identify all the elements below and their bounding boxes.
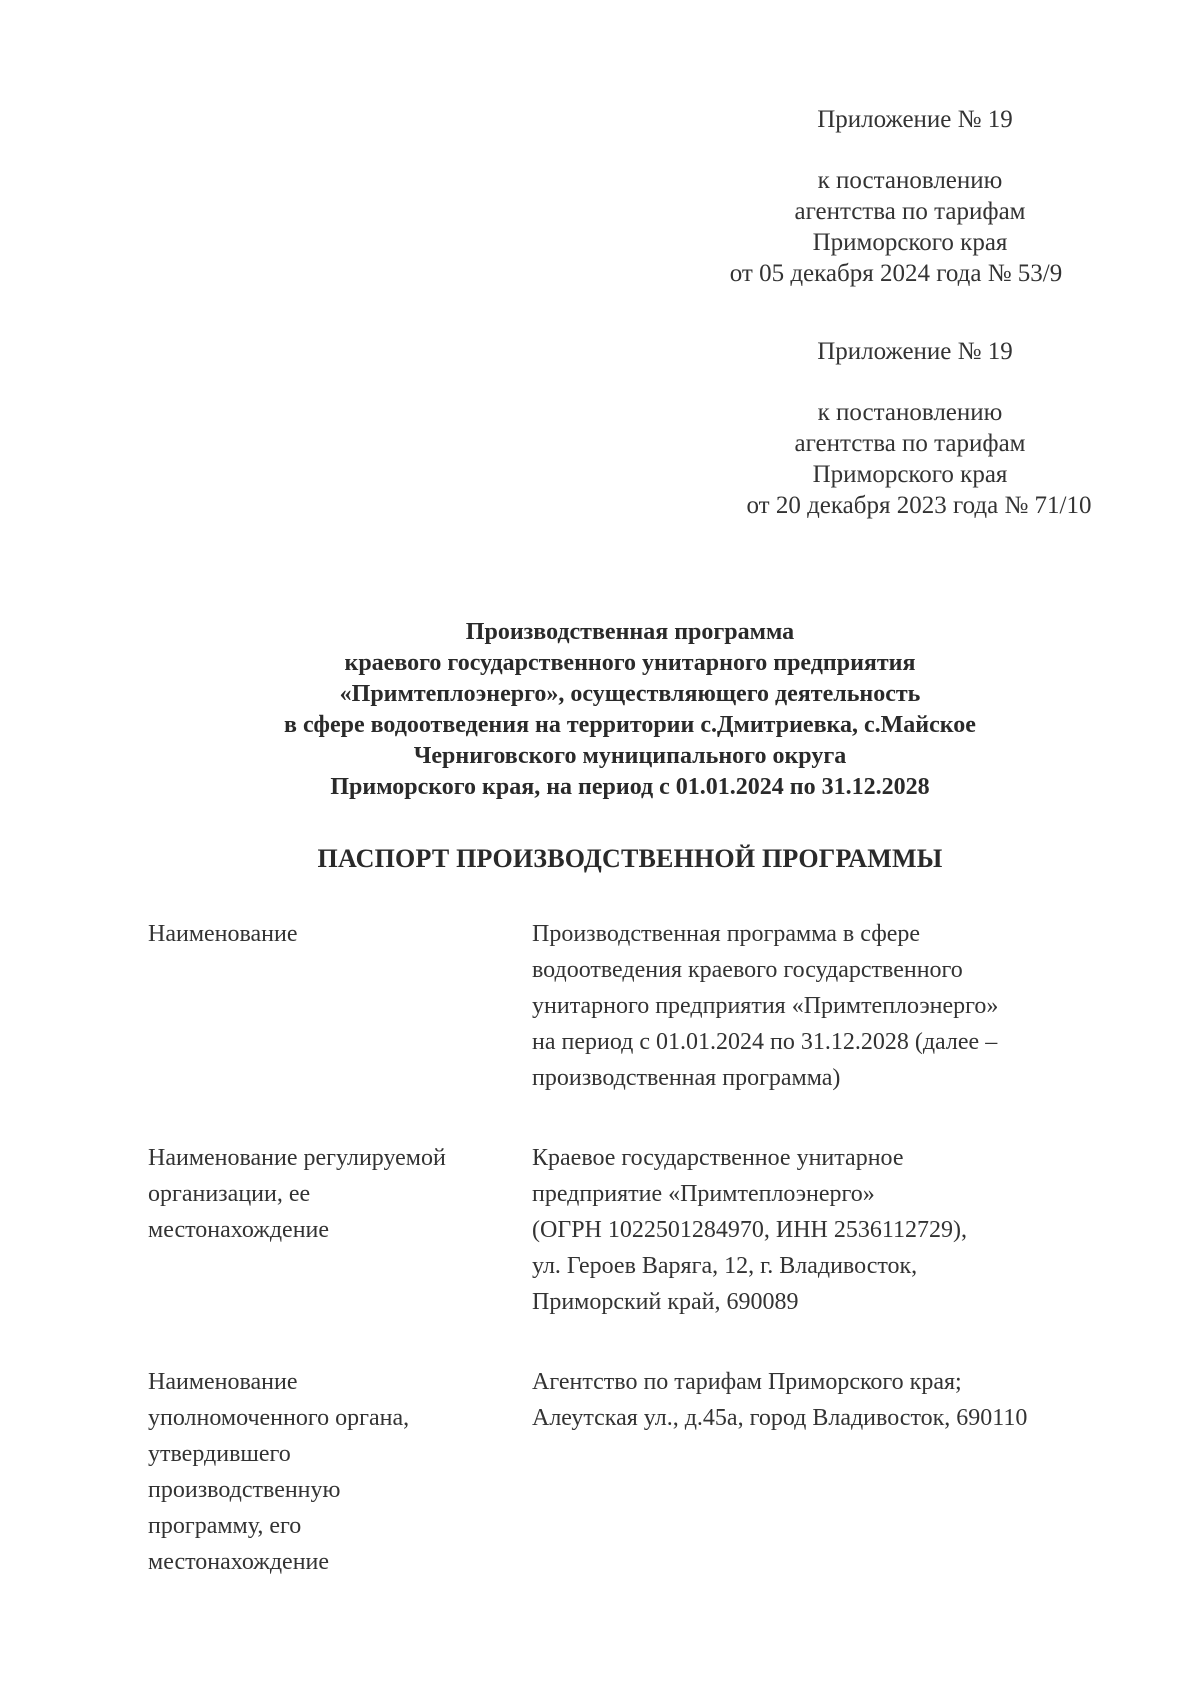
value-line: (ОГРН 1022501284970, ИНН 2536112729), <box>532 1217 967 1243</box>
label-line: уполномоченного органа, <box>148 1405 410 1431</box>
passport-heading: ПАСПОРТ ПРОИЗВОДСТВЕННОЙ ПРОГРАММЫ <box>317 844 943 873</box>
label-line: местонахождение <box>148 1549 330 1575</box>
row-label <box>148 1140 508 1248</box>
value-line: Алеутская ул., д.45а, город Владивосток, 690110 <box>532 1405 1028 1431</box>
label-line: местонахождение <box>148 1217 330 1243</box>
value-line: Производственная программа в сфере <box>532 921 921 947</box>
appendix-line: Приморского края <box>812 461 1008 488</box>
value-line: производственная программа) <box>532 1065 841 1091</box>
row-label <box>148 1364 508 1580</box>
document-title <box>100 617 1160 803</box>
row-value <box>532 1364 1132 1436</box>
label-line: утвердившего <box>148 1441 291 1467</box>
label-line: производственную <box>148 1477 341 1503</box>
title-line: Черниговского муниципального округа <box>413 743 847 769</box>
value-line: Приморский край, 690089 <box>532 1289 799 1315</box>
value-line: Краевое государственное унитарное <box>532 1145 904 1171</box>
appendix-title: Приложение № 19 <box>817 106 1013 133</box>
value-line: ул. Героев Варяга, 12, г. Владивосток, <box>532 1253 918 1279</box>
value-line: на период с 01.01.2024 по 31.12.2028 (далее – <box>532 1029 998 1055</box>
value-line: предприятие «Примтеплоэнерго» <box>532 1181 875 1207</box>
appendix-title: Приложение № 19 <box>817 338 1013 365</box>
appendix-date-line: от 20 декабря 2023 года № 71/10 <box>746 492 1092 519</box>
title-line: Приморского края, на период с 01.01.2024 по 31.12.2028 <box>330 774 930 800</box>
appendix-date-line: от 05 декабря 2024 года № 53/9 <box>729 260 1063 287</box>
label-line: Наименование регулируемой <box>148 1145 446 1171</box>
appendix-line: агентства по тарифам <box>794 198 1026 225</box>
appendix-line: к постановлению <box>817 167 1003 194</box>
value-line: унитарного предприятия «Примтеплоэнерго» <box>532 993 999 1019</box>
value-line: Агентство по тарифам Приморского края; <box>532 1369 962 1395</box>
appendix-previous <box>700 336 1120 521</box>
label-line: Наименование <box>148 1369 298 1395</box>
appendix-current <box>700 104 1120 289</box>
title-line: в сфере водоотведения на территории с.Дмитриевка, с.Майское <box>284 712 976 738</box>
appendix-line: агентства по тарифам <box>794 430 1026 457</box>
appendix-line: Приморского края <box>812 229 1008 256</box>
row-label <box>148 916 508 952</box>
label-line: программу, его <box>148 1513 302 1539</box>
title-line: «Примтеплоэнерго», осуществляющего деятельность <box>339 681 921 707</box>
title-line: краевого государственного унитарного предприятия <box>344 650 916 676</box>
row-value <box>532 916 1132 1096</box>
row-value <box>532 1140 1132 1320</box>
title-line: Производственная программа <box>465 619 795 645</box>
value-line: водоотведения краевого государственного <box>532 957 963 983</box>
label-line: организации, ее <box>148 1181 311 1207</box>
appendix-line: к постановлению <box>817 399 1003 426</box>
label-line: Наименование <box>148 921 298 947</box>
